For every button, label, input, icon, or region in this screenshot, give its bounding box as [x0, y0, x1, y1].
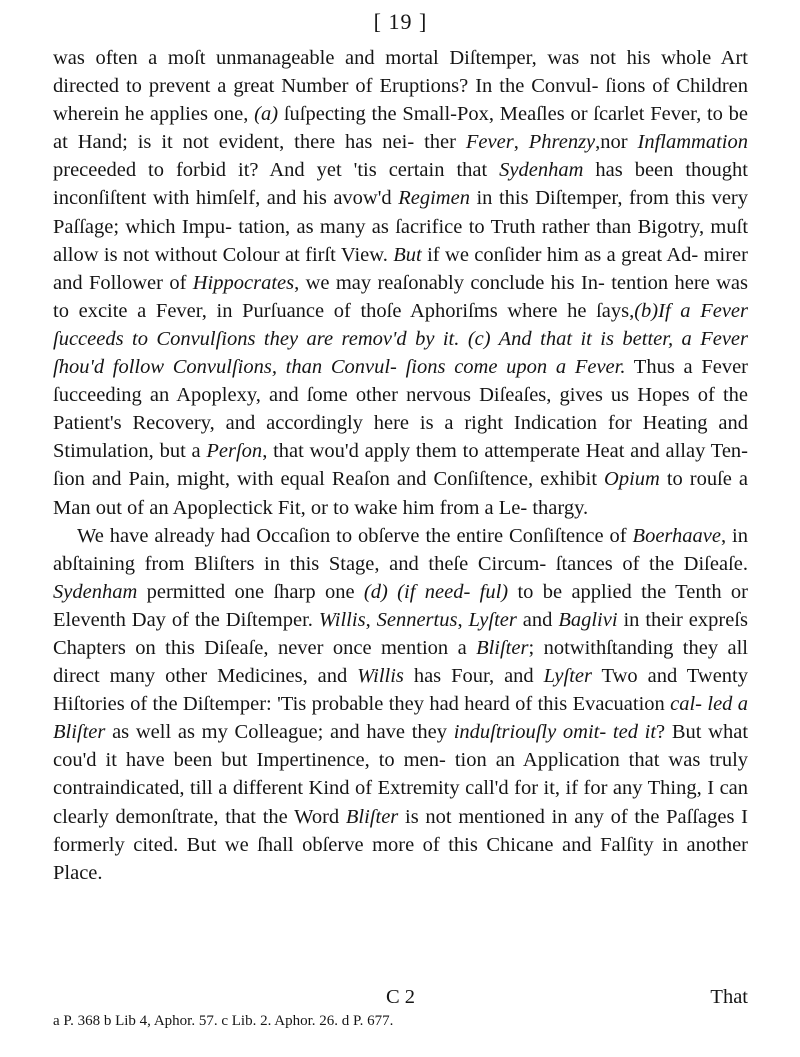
footnotes: a P. 368 b Lib 4, Aphor. 57. c Lib. 2. Aphor. 26. d P. 677.: [53, 1013, 394, 1029]
text-run: in this Diſtemper, from this very Paſſage; which Impu-: [53, 187, 749, 238]
text-run: as well as my Colleague; and have they: [105, 721, 454, 744]
italic-term: Fever: [465, 131, 514, 154]
text-run: ,: [513, 131, 529, 154]
italic-term: ful): [479, 580, 509, 603]
italic-term: Opium: [604, 468, 660, 491]
italic-name: Sydenham: [53, 580, 138, 603]
text-run: ,: [365, 608, 371, 631]
signature-mark: C 2: [385, 986, 416, 1008]
text-line: Art directed to prevent a great Number of Eruptions? In the Convul-: [53, 47, 748, 98]
text-run: , we may reaſonably conclude his In-: [294, 271, 605, 294]
italic-term: induſtriouſly omit-: [453, 721, 607, 744]
italic-name: Hippocrates: [192, 271, 295, 294]
italic-name: Baglivi: [558, 608, 618, 631]
italic-term: led a Bliſter: [53, 693, 749, 744]
footnote-ref: (b): [634, 299, 659, 322]
italic-term: But: [393, 243, 422, 266]
text-run: to be applied the Tenth or Eleventh Day of the Diſtemper.: [53, 580, 748, 631]
text-run: Thus a Fever ſucceeding an Apoplexy, and: [53, 356, 749, 407]
italic-term: Bliſter: [476, 636, 529, 659]
text-run: Medicines, and: [217, 665, 358, 688]
text-line: tation, as many as ſacrifice to Truth rather than Bigotry, muſt allow is: [53, 215, 749, 266]
italic-name: Sennertus: [376, 608, 458, 631]
footnote-ref: (a): [254, 103, 279, 126]
text-line: cited. But we ſhall obſerve more of this Chicane and Falſity in another: [133, 833, 749, 856]
text-run: permitted one ſharp one: [137, 580, 364, 603]
text-run: never once mention a: [277, 636, 477, 659]
italic-term: Bliſter: [345, 805, 399, 828]
text-run: ther: [424, 131, 466, 154]
text-run: ſuſpecting the Small-Pox,: [278, 103, 495, 126]
italic-term: ted it: [612, 721, 657, 744]
italic-term: Regimen: [398, 187, 470, 210]
italic-quote: ſions come upon a Fever.: [405, 356, 626, 379]
paragraph-2: [53, 522, 748, 887]
text-run: , in abſtaining from Bliſters in this Stage, and theſe Circum-: [53, 524, 749, 575]
text-run: but a: [159, 440, 207, 463]
text-run: , that wou'd apply them to attemperate Heat and allay Ten-: [262, 440, 748, 463]
italic-quote: And that it is better, a Fever ſhou'd follow Convulſions, than Convul-: [53, 327, 749, 379]
text-run: is not mentioned in any of the Paſſages I formerly: [53, 805, 749, 856]
text-run: [388, 581, 397, 603]
footnote-ref: (d): [363, 580, 388, 603]
text-run: ; notwithſtanding they all direct many other: [53, 636, 748, 688]
text-line: thargy.: [532, 496, 589, 519]
text-run: and: [516, 608, 559, 631]
text-run: if we conſider him as a great Ad-: [421, 243, 699, 266]
italic-quote: If a Fever ſucceeds to Convulſions they are remov'd by it.: [53, 299, 749, 350]
text-run: not without Colour at firſt View.: [123, 243, 394, 266]
text-run: ? But what cou'd it have been but Impertinence, to men-: [53, 721, 749, 772]
text-run: mirer and Follower of: [53, 243, 748, 294]
text-line: Place.: [53, 861, 103, 884]
text-run: ſtances of the Diſeaſe.: [555, 552, 748, 575]
text-run: ,: [457, 608, 469, 631]
italic-name: Lyſter: [543, 665, 592, 688]
footnote-ref: (c): [467, 327, 499, 350]
text-line: ſome other nervous Diſeaſes, gives us Hopes of the Patient's Recovery,: [53, 384, 748, 435]
signature-row: [53, 983, 748, 1011]
italic-name: Sydenham: [499, 159, 584, 182]
italic-term: cal-: [670, 693, 703, 716]
text-line: Meaſles or ſcarlet Fever, to be at Hand; is it not evident, there has nei-: [53, 103, 748, 154]
italic-name: Lyſter: [468, 608, 517, 631]
text-line: We have already had Occaſion to obſerve the entire Conſiſtence of: [77, 524, 627, 547]
text-run: where he ſays,: [507, 299, 635, 322]
text-run: ſion and Pain, might, with equal Reaſon and Conſiſtence, exhibit: [53, 468, 605, 491]
text-run: Two and Twenty Hiſtories: [53, 665, 748, 716]
text-line: and accordingly here is a right Indication for Heating and Stimulation,: [53, 412, 749, 463]
text-run: has Four, and: [403, 665, 544, 688]
text-run: preceeded to forbid it? And yet 'tis: [53, 159, 377, 182]
text-run: avow'd: [333, 187, 399, 210]
text-run: ſions of Children wherein he applies one,: [53, 75, 749, 126]
text-line: of Extremity call'd for it, if for any Thing, I can clearly demonſtrate,: [53, 777, 749, 828]
paragraph-1: [53, 44, 748, 522]
italic-term: (if need-: [397, 580, 471, 603]
page-number-header: [ 19 ]: [373, 9, 428, 34]
text-line: tention here was to excite a Fever, in Purſuance of thoſe Aphoriſms: [53, 271, 749, 322]
text-line: tion an Application that was truly contraindicated, till a different Kind: [53, 749, 749, 800]
italic-term: Perſon: [206, 440, 263, 463]
catchword: That: [710, 986, 748, 1008]
text-run: in their expreſs Chapters on this Diſeaſe,: [53, 608, 748, 659]
italic-name: Willis: [357, 665, 404, 688]
text-line: to rouſe a Man out of an Apoplectick Fit, or to wake him from a Le-: [53, 468, 748, 519]
italic-name: Willis: [318, 608, 366, 631]
text-run: has been thought inconſiſtent with himſelf, and his: [53, 159, 749, 210]
body-text: [53, 44, 748, 887]
text-run: certain that: [388, 159, 500, 182]
italic-term: Phrenzy: [528, 131, 596, 154]
italic-name: Boerhaave: [632, 524, 721, 547]
text-line: was often a moſt unmanageable and mortal Diſtemper, was not his whole: [53, 47, 712, 69]
italic-term: Inflammation: [637, 131, 748, 154]
text-run: ,nor: [595, 131, 638, 154]
text-run: that the Word: [225, 805, 346, 828]
text-run: of the Diſtemper: 'Tis probable they had heard of this Evacuation: [130, 693, 665, 716]
